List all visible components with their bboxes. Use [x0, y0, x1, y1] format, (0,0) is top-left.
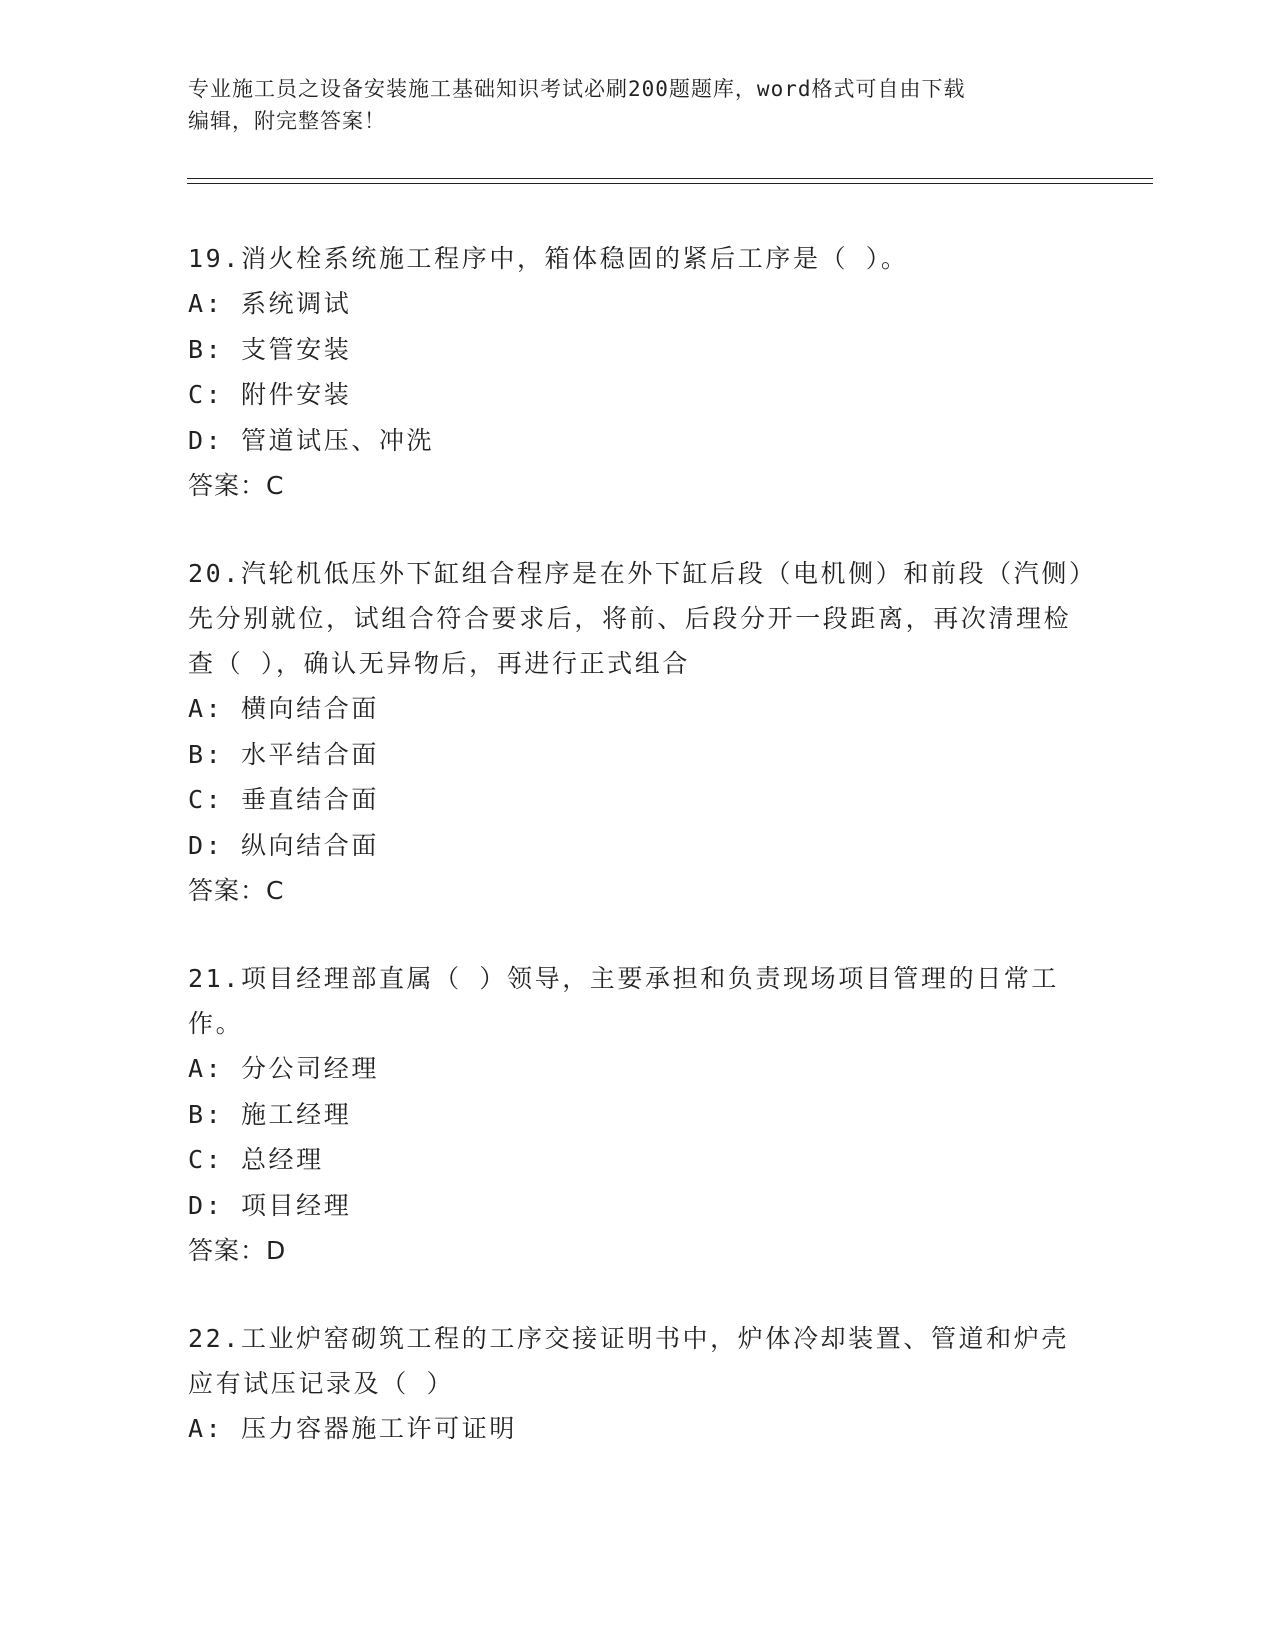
option-c: C: 垂直结合面	[188, 785, 379, 814]
question-20	[188, 551, 1088, 913]
option-b: B: 水平结合面	[188, 739, 379, 769]
option-c: C: 附件安装	[188, 380, 352, 409]
option-d: D: 管道试压、冲洗	[188, 425, 435, 455]
question-stem: 22.工业炉窑砌筑工程的工序交接证明书中，炉体冷却装置、管道和炉壳应有试压记录及（ ）	[188, 1324, 1069, 1398]
option-b: B: 施工经理	[188, 1099, 352, 1129]
option-a: A: 横向结合面	[188, 694, 379, 723]
option-a: A: 压力容器施工许可证明	[188, 1414, 517, 1443]
question-stem: 20.汽轮机低压外下缸组合程序是在外下缸后段（电机侧）和前段（汽侧）先分别就位，试组合符合要求后，将前、后段分开一段距离，再次清理检查（ ），确认无异物后，再进行正式组合	[188, 559, 1085, 678]
question-stem: 21.项目经理部直属（ ）领导，主要承担和负责现场项目管理的日常工作。	[188, 964, 1060, 1038]
question-list	[188, 236, 1088, 1495]
document-header	[188, 73, 1078, 137]
header-divider-top	[187, 178, 1153, 179]
answer: 答案：C	[188, 471, 285, 500]
option-a: A: 系统调试	[188, 289, 352, 318]
question-22	[188, 1316, 1088, 1452]
answer: 答案：C	[188, 876, 285, 905]
option-a: A: 分公司经理	[188, 1054, 379, 1083]
header-line-2: 编辑，附完整答案！	[188, 109, 386, 133]
question-stem: 19.消火栓系统施工程序中，箱体稳固的紧后工序是（ ）。	[188, 244, 909, 273]
header-line-1: 专业施工员之设备安装施工基础知识考试必刷200题题库，word格式可自由下载	[188, 77, 966, 101]
option-c: C: 总经理	[188, 1145, 324, 1174]
question-21	[188, 956, 1088, 1273]
answer: 答案：D	[188, 1236, 287, 1265]
option-d: D: 项目经理	[188, 1190, 352, 1220]
question-19	[188, 236, 1088, 508]
option-b: B: 支管安装	[188, 334, 352, 364]
header-divider-bottom	[187, 183, 1153, 184]
option-d: D: 纵向结合面	[188, 830, 379, 860]
